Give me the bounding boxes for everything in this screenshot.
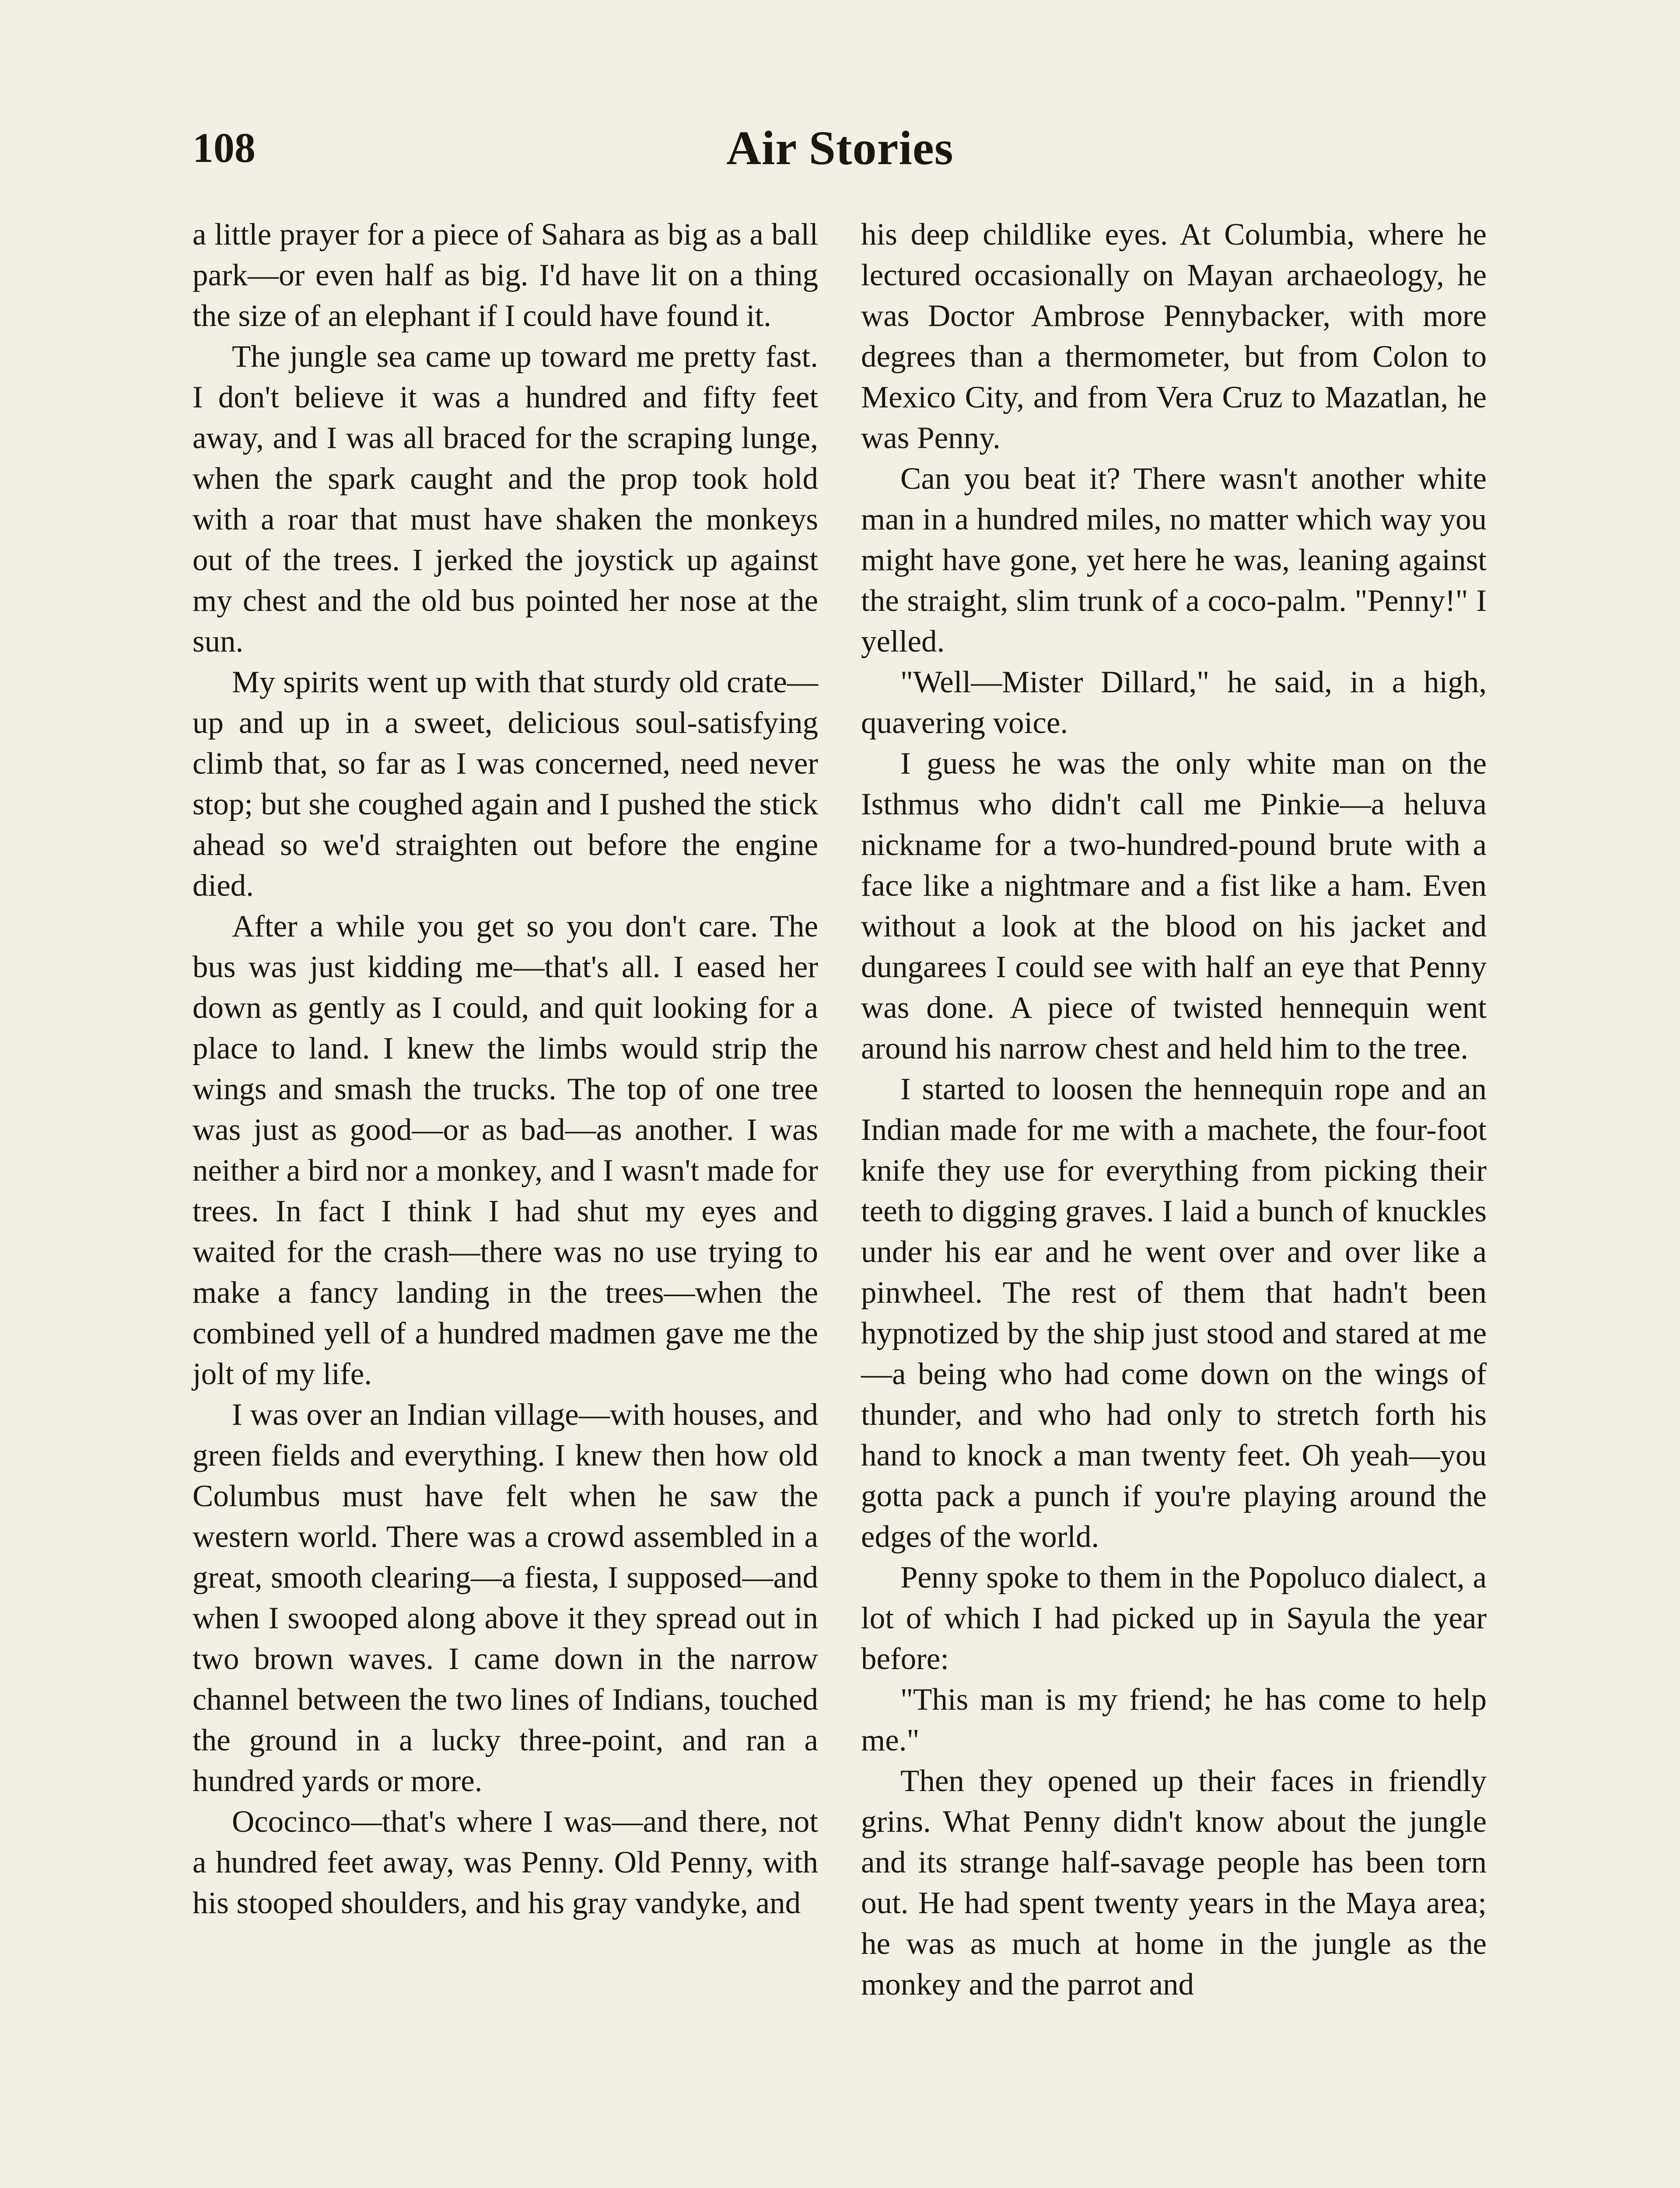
page-number: 108 <box>192 124 256 171</box>
paragraph: My spirits went up with that sturdy old crate—up and up in a sweet, delicious soul-satisfying climb that, so far as I was concerned, need never stop; but she coughed again and I pushed the stick ahead so we'd straighten out before the engine died. <box>192 665 818 903</box>
left-column <box>192 214 818 1924</box>
paragraph: I guess he was the only white man on the Isthmus who didn't call me Pinkie—a heluva nickname for a two-hundred-pound brute with a face like a nightmare and a fist like a ham. Even without a look at the blood on his jacket and dungarees I could see with half an eye that Penny was done. A piece of twisted hennequin went around his narrow chest and held him to the tree. <box>861 747 1487 1066</box>
paragraph: a little prayer for a piece of Sahara as big as a ball park—or even half as big. I'd have lit on a thing the size of an elephant if I could have found it. <box>192 217 818 333</box>
paragraph: "This man is my friend; he has come to help me." <box>861 1683 1487 1757</box>
running-title: Air Stories <box>726 121 954 175</box>
paragraph: The jungle sea came up toward me pretty fast. I don't believe it was a hundred and fifty feet away, and I was all braced for the scraping lunge, when the spark caught and the prop took hold with a roar that must have shaken the monkeys out of the trees. I jerked the joystick up against my chest and the old bus pointed her nose at the sun. <box>192 340 818 659</box>
paragraph: I was over an Indian village—with houses, and green fields and everything. I knew then how old Columbus must have felt when he saw the western world. There was a crowd assembled in a great, smooth clearing—a fiesta, I supposed—and when I swooped along above it they spread out in two brown waves. I came down in the narrow channel between the two lines of Indians, touched the ground in a lucky three-point, and ran a hundred yards or more. <box>192 1398 818 1798</box>
paragraph: Then they opened up their faces in friendly grins. What Penny didn't know about the jungle and its strange half-savage people has been torn out. He had spent twenty years in the Maya area; he was as much at home in the jungle as the monkey and the parrot and <box>861 1764 1487 2002</box>
paragraph: Can you beat it? There wasn't another white man in a hundred miles, no matter which way you might have gone, yet here he was, leaning against the straight, slim trunk of a coco-palm. "Penny!" I yelled. <box>861 462 1487 659</box>
page-header <box>192 117 1488 183</box>
right-column <box>861 214 1487 2005</box>
paragraph: After a while you get so you don't care. The bus was just kidding me—that's all. I eased her down as gently as I could, and quit looking for a place to land. I knew the limbs would strip the wings and smash the trucks. The top of one tree was just as good—or as bad—as another. I was neither a bird nor a monkey, and I wasn't made for trees. In fact I think I had shut my eyes and waited for the crash—there was no use trying to make a fancy landing in the trees—when the combined yell of a hundred madmen gave me the jolt of my life. <box>192 909 818 1391</box>
paragraph: Ococinco—that's where I was—and there, not a hundred feet away, was Penny. Old Penny, with his stooped shoulders, and his gray vandyke, and <box>192 1805 818 1920</box>
paragraph: his deep childlike eyes. At Columbia, where he lectured occasionally on Mayan archaeology, he was Doctor Ambrose Pennybacker, with more degrees than a thermometer, but from Colon to Mexico City, and from Vera Cruz to Mazatlan, he was Penny. <box>861 217 1487 455</box>
paragraph: Penny spoke to them in the Popoluco dialect, a lot of which I had picked up in Sayula the year before: <box>861 1560 1487 1676</box>
paragraph: I started to loosen the hennequin rope and an Indian made for me with a machete, the four-foot knife they use for everything from picking their teeth to digging graves. I laid a bunch of knuckles under his ear and he went over and over like a pinwheel. The rest of them that hadn't been hypnotized by the ship just stood and stared at me—a being who had come down on the wings of thunder, and who had only to stretch forth his hand to knock a man twenty feet. Oh yeah—you gotta pack a punch if you're playing around the edges of the world. <box>861 1072 1487 1554</box>
paragraph: "Well—Mister Dillard," he said, in a high, quavering voice. <box>861 665 1487 740</box>
